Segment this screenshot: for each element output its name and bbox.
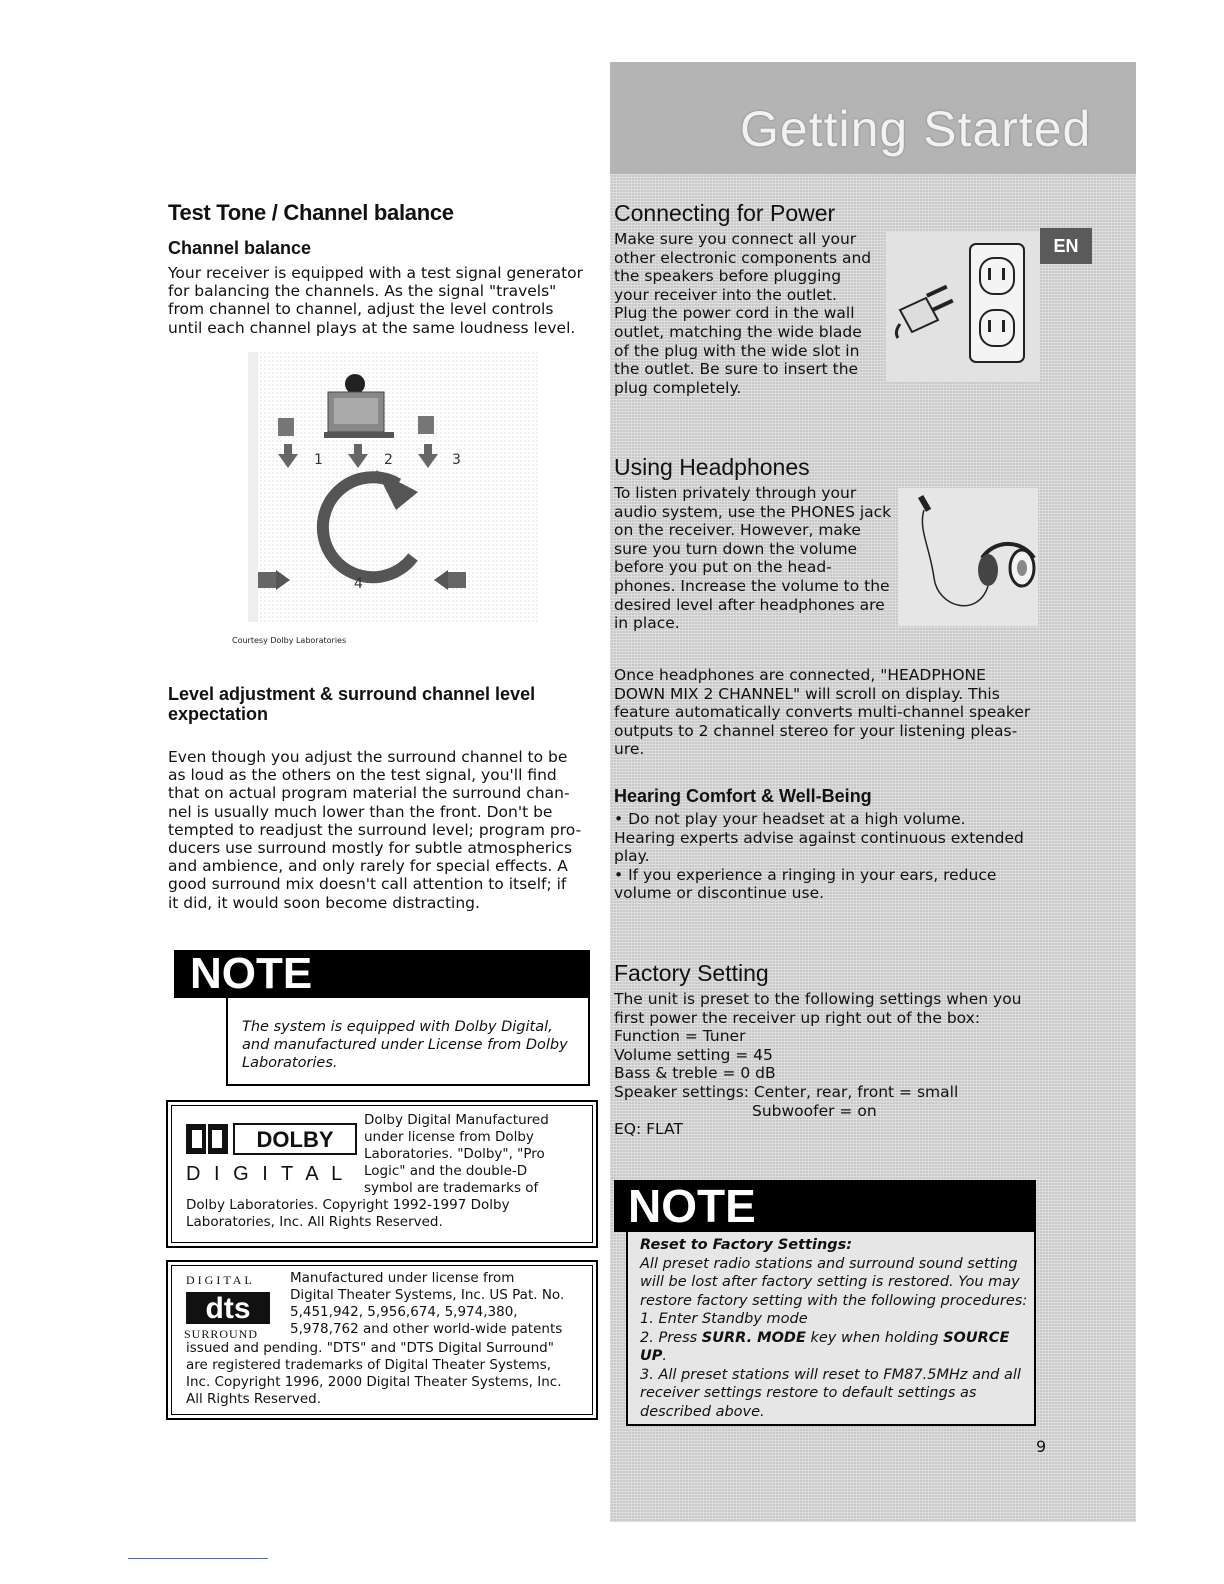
note-box (226, 998, 590, 1086)
reset-note-label: NOTE (614, 1180, 1036, 1232)
dts-logo-bottom: SURROUND (184, 1327, 259, 1341)
reset-note-line: 3. All preset stations will reset to FM87.5MHz and all (640, 1366, 1021, 1383)
note-line: Laboratories. (242, 1055, 338, 1071)
note-line: and manufactured under License from Dolby (242, 1037, 568, 1053)
dolby-logo (182, 1116, 362, 1188)
dts-logo (184, 1270, 288, 1342)
power-text: Make sure you connect all your other electronic components and the speakers before plugging your receiver into the outlet. Plug the power cord in the wall outlet, matching the wide blade of the plug with the wide slot in the outlet. Be sure to insert the plug completely. (614, 230, 872, 397)
dolby-logo-sub: D I G I T A L (186, 1163, 347, 1185)
level-heading: Level adjustment & surround channel level expectation (168, 684, 536, 724)
channel-balance-diagram (248, 352, 538, 624)
diagram-illustration (248, 352, 538, 624)
headphones-icon (918, 495, 1034, 606)
headphones-heading: Using Headphones (614, 454, 810, 480)
dts-side-text: Manufactured under license from Digital Theater Systems, Inc. US Pat. No. 5,451,942, 5,956,674, 5,974,380, 5,978,762 and other world-wide patents (290, 1270, 565, 1337)
section-title: Test Tone / Channel balance (168, 200, 454, 225)
note-label: NOTE (174, 950, 590, 998)
banner-title: Getting Started (740, 101, 1092, 157)
reset-note-line: All preset radio stations and surround sound setting (640, 1255, 1018, 1272)
headphones-text: To listen privately through your audio system, use the PHONES jack on the receiver. However, make sure you turn down the volume before you put on the head- phones. Increase the volume to the desired level after headphones are in place. (614, 484, 892, 633)
reset-note-line: receiver settings restore to default settings as (640, 1385, 977, 1401)
diagram-caption: Courtesy Dolby Laboratories (232, 636, 347, 645)
power-heading: Connecting for Power (614, 200, 836, 226)
dts-full-text: issued and pending. "DTS" and "DTS Digital Surround" are registered trademarks of Digital Theater Systems, Inc. Copyright 1996, 2000 Digital Theater Systems, Inc. All Rights Reserved. (186, 1340, 562, 1407)
reset-note-step2: 2. Press SURR. MODE key when holding SOURCE UP. (640, 1329, 1010, 1364)
reset-note-title: Reset to Factory Settings: (640, 1237, 853, 1253)
dolby-full-text: Dolby Laboratories. Copyright 1992-1997 Dolby Laboratories, Inc. All Rights Reserved. (186, 1197, 510, 1230)
diagram-label-3: 3 (452, 452, 461, 468)
headphones-mixdown-text: Once headphones are connected, "HEADPHONE DOWN MIX 2 CHANNEL" will scroll on display. This feature automatically converts multi-channel speaker outputs to 2 channel stereo for your listening pleas- ure. (614, 666, 1031, 759)
channel-balance-heading: Channel balance (168, 238, 312, 258)
dolby-side-text: Dolby Digital Manufactured under license from Dolby Laboratories. "Dolby", "Pro Logic" and the double-D symbol are trademarks of (364, 1112, 549, 1196)
power-outlet-illustration (886, 232, 1040, 382)
diagram-label-4: 4 (354, 576, 363, 592)
reset-note-line: 1. Enter Standby mode (640, 1311, 808, 1327)
reset-note-line: restore factory setting with the following procedures: (640, 1292, 1028, 1309)
diagram-wall (248, 352, 258, 622)
speaker-right-icon (418, 416, 434, 434)
level-text: Even though you adjust the surround channel to be as loud as the others on the test signal, you'll find that on actual program material the surround chan- nel is usually much lower than the front. Don't be tempted to readjust the surround level; program pro- ducers use surround mostly for subtle atmospherics and ambience, and only rarely for special effects. A good surround mix doesn't call attention to itself; if it did, it would soon become distracting. (168, 748, 582, 912)
channel-balance-text: Your receiver is equipped with a test signal generator for balancing the channels. As the signal "travels" from channel to channel, adjust the level controls until each channel plays at the same loudness level. (168, 264, 583, 337)
dts-logo-mid: dts (205, 1292, 251, 1325)
factory-heading: Factory Setting (614, 960, 769, 986)
hearing-heading: Hearing Comfort & Well-Being (614, 786, 872, 806)
hearing-text: • Do not play your headset at a high volume. Hearing experts advise against continuous extended play. • If you experience a ringing in your ears, reduce volume or discontinue use. (614, 810, 1024, 903)
reset-note-box (626, 1232, 1036, 1426)
diagram-label-2: 2 (384, 452, 393, 468)
language-tab-en: EN (1040, 228, 1092, 264)
dolby-license-box (166, 1100, 598, 1248)
dolby-logo-word: DOLBY (256, 1127, 334, 1152)
reset-note-line: described above. (640, 1403, 765, 1420)
speaker-left-icon (278, 418, 294, 436)
factory-text: The unit is preset to the following settings when you first power the receiver up right out of the box: Function = Tuner Volume setting = 45 Bass & treble = 0 dB Speaker settings: Center, rear, front = small Subwoofer = on EQ: FLAT (614, 990, 1022, 1139)
headphones-illustration (898, 488, 1038, 626)
note-line: The system is equipped with Dolby Digital, (242, 1019, 553, 1035)
dts-logo-top: DIGITAL (186, 1273, 255, 1287)
diagram-label-1: 1 (314, 452, 323, 468)
power-plug-icon (896, 285, 953, 338)
page-number: 9 (1036, 1437, 1047, 1456)
dts-license-box (166, 1260, 598, 1420)
wall-outlet-icon (970, 244, 1024, 362)
reset-note-line: will be lost after factory setting is restored. You may (640, 1274, 1020, 1290)
footer-rule (128, 1558, 268, 1559)
